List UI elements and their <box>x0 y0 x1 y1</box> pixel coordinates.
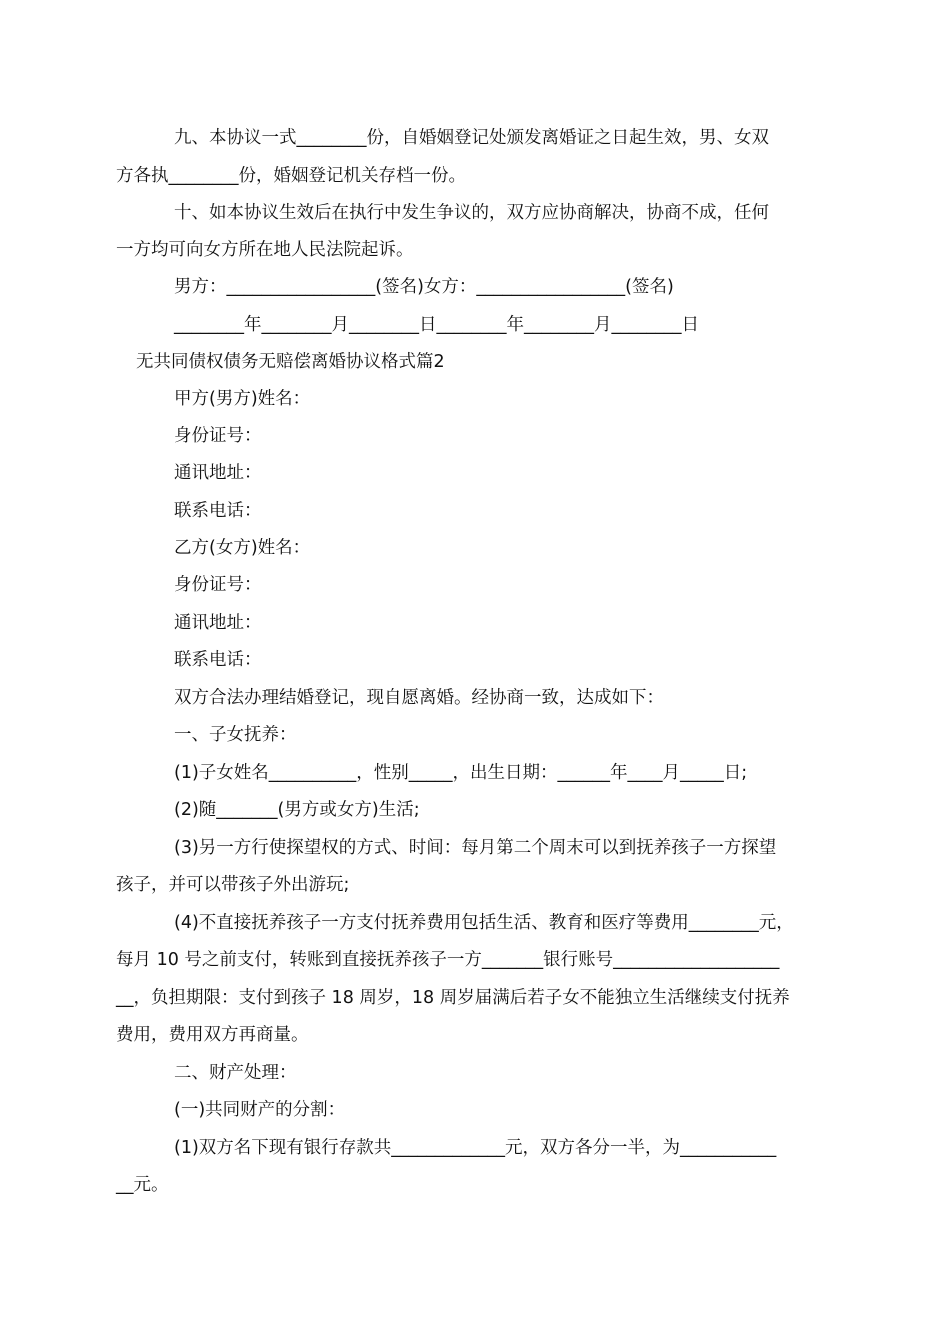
party-a-phone: 联系电话： <box>174 501 262 521</box>
heading-joint-property: (一)共同财产的分割： <box>174 1100 346 1120</box>
heading-child-custody: 一、子女抚养： <box>174 725 297 745</box>
party-b-phone: 联系电话： <box>174 650 262 670</box>
child-info-line: (1)子女姓名__________，性别_____，出生日期：______年____月_____日; <box>174 763 748 783</box>
agreement-intro: 双方合法办理结婚登记，现自愿离婚。经协商一致，达成如下： <box>174 688 664 708</box>
deposit-line-2: __元。 <box>116 1175 169 1195</box>
section-title: 无共同债权债务无赔偿离婚协议格式篇2 <box>136 352 445 372</box>
heading-property: 二、财产处理： <box>174 1063 297 1083</box>
support-line-4: 费用，费用双方再商量。 <box>116 1025 309 1045</box>
party-b-name: 乙方(女方)姓名： <box>174 538 311 558</box>
clause-10-line-1: 十、如本协议生效后在执行中发生争议的，双方应协商解决，协商不成，任何 <box>174 203 769 223</box>
party-a-name: 甲方(男方)姓名： <box>174 389 311 409</box>
clause-9-line-2: 方各执________份，婚姻登记机关存档一份。 <box>116 166 466 186</box>
deposit-line-1: (1)双方名下现有银行存款共_____________元，双方各分一半，为___________ <box>174 1138 777 1158</box>
party-b-id: 身份证号： <box>174 575 262 595</box>
support-line-1: (4)不直接抚养孩子一方支付抚养费用包括生活、教育和医疗等费用________元， <box>174 913 794 933</box>
date-line: ________年________月________日________年________月________日 <box>174 315 699 335</box>
party-a-id: 身份证号： <box>174 426 262 446</box>
visitation-line-1: (3)另一方行使探望权的方式、时间：每月第二个周末可以到抚养孩子一方探望 <box>174 838 777 858</box>
clause-10-line-2: 一方均可向女方所在地人民法院起诉。 <box>116 240 414 260</box>
signature-line: 男方：_________________(签名)女方：_________________(签名) <box>174 277 674 297</box>
party-a-address: 通讯地址： <box>174 463 262 483</box>
custody-line: (2)随_______(男方或女方)生活; <box>174 800 420 820</box>
support-line-3: __，负担期限：支付到孩子 18 周岁，18 周岁届满后若子女不能独立生活继续支付抚养 <box>116 988 790 1008</box>
clause-9-line-1: 九、本协议一式________份，自婚姻登记处颁发离婚证之日起生效，男、女双 <box>174 128 769 148</box>
visitation-line-2: 孩子，并可以带孩子外出游玩; <box>116 875 350 895</box>
party-b-address: 通讯地址： <box>174 613 262 633</box>
support-line-2: 每月 10 号之前支付，转账到直接抚养孩子一方_______银行账号___________________ <box>116 950 780 970</box>
